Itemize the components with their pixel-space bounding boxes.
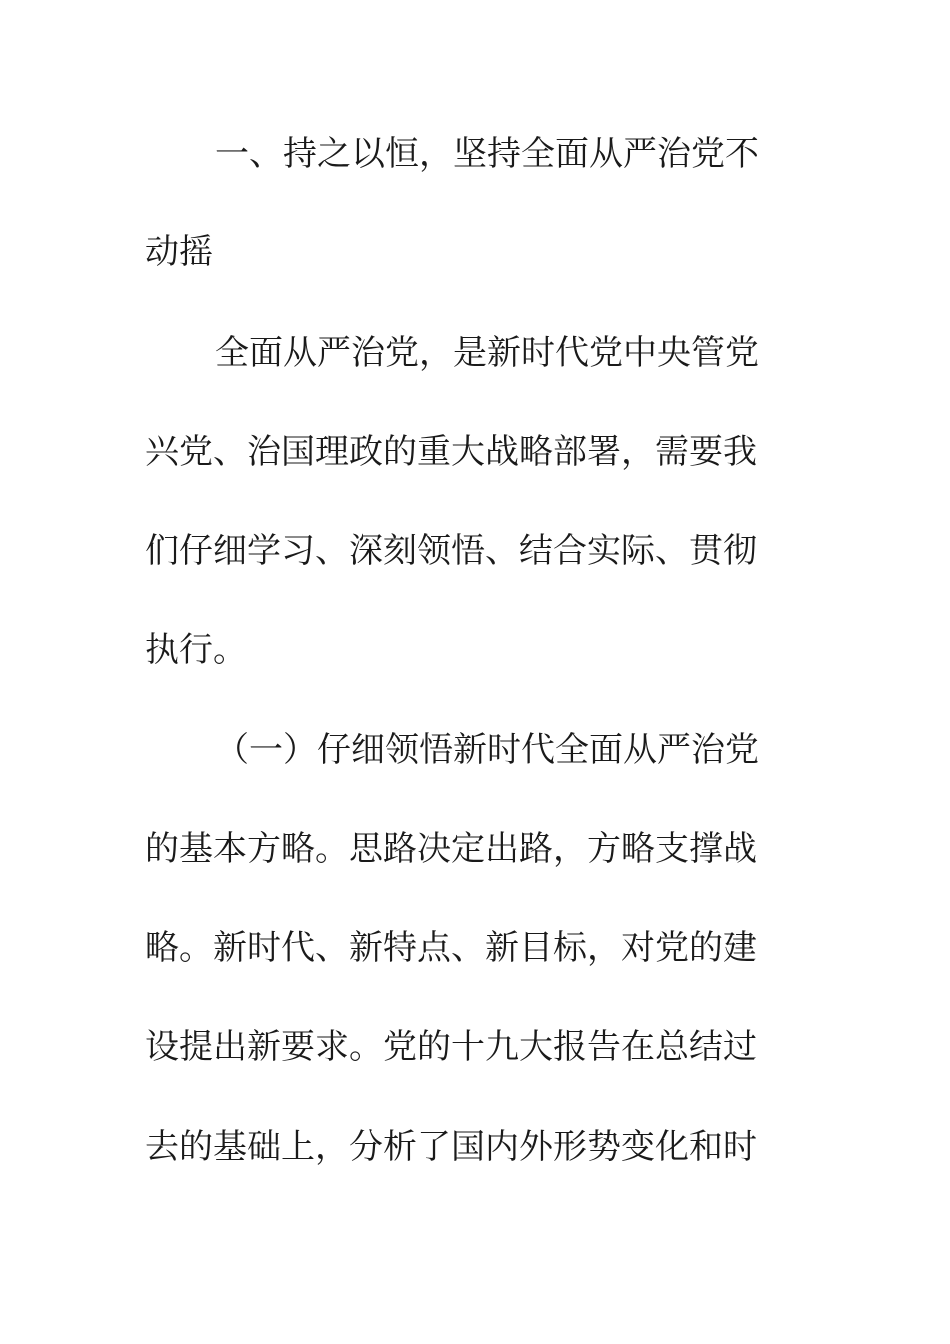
paragraph-1-line-4: 执行。 <box>145 630 247 670</box>
paragraph-2-line-5: 去的基础上，分析了国内外形势变化和时 <box>145 1127 757 1167</box>
paragraph-2-line-3: 略。新时代、新特点、新目标，对党的建 <box>145 928 757 968</box>
paragraph-1-line-1: 全面从严治党，是新时代党中央管党 <box>215 333 759 373</box>
paragraph-1-line-2: 兴党、治国理政的重大战略部署，需要我 <box>145 432 757 472</box>
paragraph-2-line-1: （一）仔细领悟新时代全面从严治党 <box>215 730 759 770</box>
section-heading-line-2: 动摇 <box>145 232 213 272</box>
paragraph-2-line-4: 设提出新要求。党的十九大报告在总结过 <box>145 1027 757 1067</box>
section-heading-line-1: 一、持之以恒，坚持全面从严治党不 <box>215 134 759 174</box>
paragraph-2-line-2: 的基本方略。思路决定出路，方略支撑战 <box>145 829 757 869</box>
paragraph-1-line-3: 们仔细学习、深刻领悟、结合实际、贯彻 <box>145 531 757 571</box>
